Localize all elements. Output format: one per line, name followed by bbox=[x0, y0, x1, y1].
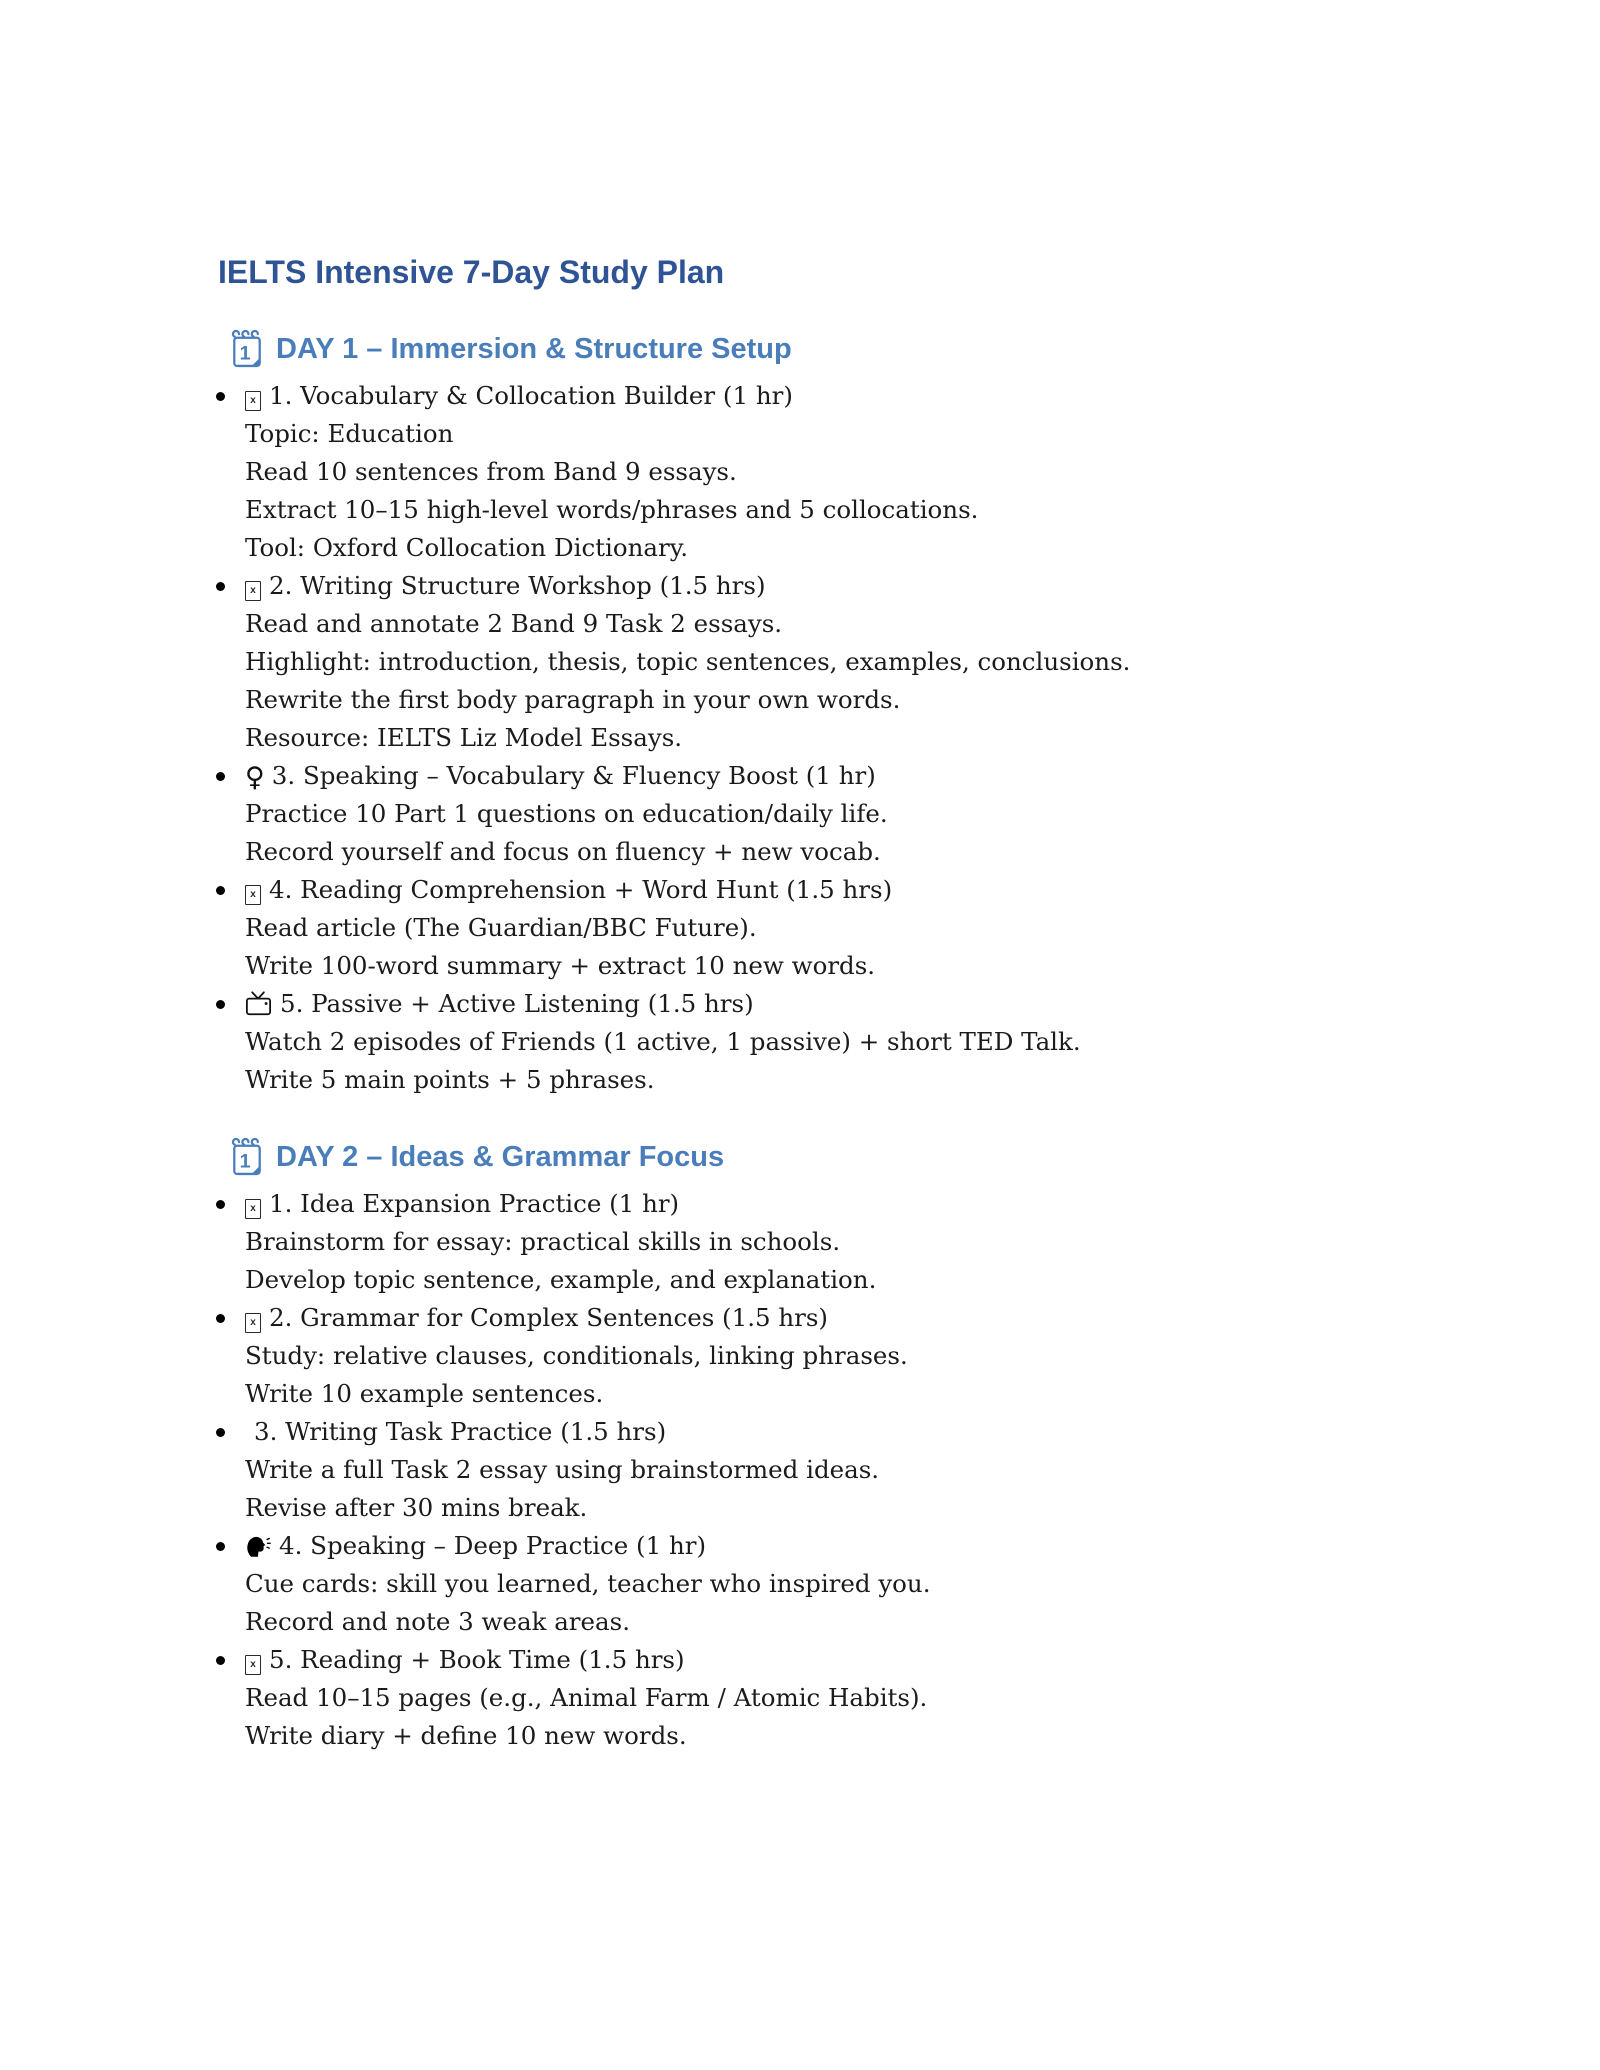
task-item bbox=[218, 1299, 1540, 1413]
day-heading-text: DAY 1 – Immersion & Structure Setup bbox=[276, 332, 792, 365]
task-head-line bbox=[245, 871, 1540, 909]
task-item bbox=[218, 871, 1540, 985]
task-lines bbox=[245, 1413, 1540, 1527]
task-head-line bbox=[245, 1413, 1540, 1451]
task-head-text: 2. Grammar for Complex Sentences (1.5 hrs) bbox=[269, 1303, 828, 1333]
task-item bbox=[218, 1185, 1540, 1299]
task-lines bbox=[245, 1527, 1540, 1641]
missing-glyph-icon: x bbox=[245, 391, 261, 411]
bullet-dot-icon bbox=[216, 392, 225, 401]
missing-glyph-icon: x bbox=[245, 581, 261, 601]
task-item bbox=[218, 377, 1540, 567]
spiral-calendar-icon bbox=[231, 329, 263, 369]
task-detail-line: Brainstorm for essay: practical skills in schools. bbox=[245, 1227, 841, 1257]
missing-glyph-icon: x bbox=[245, 1655, 261, 1675]
task-lines bbox=[245, 1299, 1540, 1413]
task-head-line bbox=[245, 1527, 1540, 1565]
task-item bbox=[218, 757, 1540, 871]
task-head-text: 1. Idea Expansion Practice (1 hr) bbox=[269, 1189, 680, 1219]
spiral-calendar-icon bbox=[231, 1137, 263, 1177]
task-detail-line: Read 10–15 pages (e.g., Animal Farm / Atomic Habits). bbox=[245, 1683, 928, 1713]
bullet-dot-icon bbox=[216, 1542, 225, 1551]
task-lines bbox=[245, 1641, 1540, 1755]
task-head-line bbox=[245, 985, 1540, 1023]
task-detail-line: Write 100-word summary + extract 10 new words. bbox=[245, 951, 876, 981]
task-detail-line: Read 10 sentences from Band 9 essays. bbox=[245, 457, 737, 487]
task-detail-line: Tool: Oxford Collocation Dictionary. bbox=[245, 533, 689, 563]
task-detail-line: Revise after 30 mins break. bbox=[245, 1493, 588, 1523]
day-heading bbox=[231, 329, 1540, 369]
task-head-line bbox=[245, 1299, 1540, 1337]
task-detail-line: Practice 10 Part 1 questions on education/daily life. bbox=[245, 799, 888, 829]
bullet-dot-icon bbox=[216, 772, 225, 781]
task-detail-line: Topic: Education bbox=[245, 419, 454, 449]
task-head-text: 3. Writing Task Practice (1.5 hrs) bbox=[254, 1417, 667, 1447]
task-detail-line: Write diary + define 10 new words. bbox=[245, 1721, 687, 1751]
task-head-text: 4. Speaking – Deep Practice (1 hr) bbox=[279, 1531, 707, 1561]
day-section bbox=[218, 1137, 1540, 1755]
task-detail-line: Rewrite the first body paragraph in your own words. bbox=[245, 685, 901, 715]
task-head-line bbox=[245, 1185, 1540, 1223]
task-detail-line: Highlight: introduction, thesis, topic sentences, examples, conclusions. bbox=[245, 647, 1131, 677]
task-item bbox=[218, 985, 1540, 1099]
task-head-text: 1. Vocabulary & Collocation Builder (1 hr) bbox=[269, 381, 793, 411]
task-lines bbox=[245, 757, 1540, 871]
task-detail-line: Read and annotate 2 Band 9 Task 2 essays. bbox=[245, 609, 783, 639]
task-head-text: 3. Speaking – Vocabulary & Fluency Boost (1 hr) bbox=[271, 761, 876, 791]
task-detail-line: Write a full Task 2 essay using brainstormed ideas. bbox=[245, 1455, 880, 1485]
missing-glyph-icon: x bbox=[245, 1199, 261, 1219]
task-head-text: 4. Reading Comprehension + Word Hunt (1.5 hrs) bbox=[269, 875, 893, 905]
bullet-dot-icon bbox=[216, 582, 225, 591]
task-detail-line: Develop topic sentence, example, and explanation. bbox=[245, 1265, 877, 1295]
svg-text:1: 1 bbox=[239, 1150, 251, 1173]
sections-container bbox=[218, 329, 1540, 1755]
task-detail-line: Write 5 main points + 5 phrases. bbox=[245, 1065, 655, 1095]
bullet-dot-icon bbox=[216, 1428, 225, 1437]
missing-glyph-icon: x bbox=[245, 885, 261, 905]
bullet-dot-icon bbox=[216, 1200, 225, 1209]
task-head-text: 2. Writing Structure Workshop (1.5 hrs) bbox=[269, 571, 766, 601]
female-sign-icon: ♀ bbox=[245, 762, 265, 794]
task-detail-line: Record and note 3 weak areas. bbox=[245, 1607, 630, 1637]
task-head-line bbox=[245, 1641, 1540, 1679]
task-item bbox=[218, 1527, 1540, 1641]
bullet-dot-icon bbox=[216, 886, 225, 895]
bullet-dot-icon bbox=[216, 1656, 225, 1665]
task-head-line bbox=[245, 567, 1540, 605]
page-title: IELTS Intensive 7-Day Study Plan bbox=[218, 254, 725, 290]
day-heading-text: DAY 2 – Ideas & Grammar Focus bbox=[276, 1140, 725, 1173]
task-head-text: 5. Passive + Active Listening (1.5 hrs) bbox=[280, 989, 754, 1019]
task-detail-line: Study: relative clauses, conditionals, linking phrases. bbox=[245, 1341, 908, 1371]
task-head-text: 5. Reading + Book Time (1.5 hrs) bbox=[269, 1645, 685, 1675]
task-lines bbox=[245, 1185, 1540, 1299]
day-heading bbox=[231, 1137, 1540, 1177]
task-detail-line: Watch 2 episodes of Friends (1 active, 1 passive) + short TED Talk. bbox=[245, 1027, 1081, 1057]
task-detail-line: Record yourself and focus on fluency + new vocab. bbox=[245, 837, 881, 867]
task-list bbox=[218, 1185, 1540, 1755]
svg-text:1: 1 bbox=[239, 342, 251, 365]
task-lines bbox=[245, 871, 1540, 985]
task-head-line bbox=[245, 377, 1540, 415]
bullet-dot-icon bbox=[216, 1314, 225, 1323]
task-lines bbox=[245, 377, 1540, 567]
day-section bbox=[218, 329, 1540, 1099]
task-detail-line: Write 10 example sentences. bbox=[245, 1379, 604, 1409]
task-item bbox=[218, 1641, 1540, 1755]
task-head-line bbox=[245, 757, 1540, 795]
task-lines bbox=[245, 567, 1540, 757]
bullet-dot-icon bbox=[216, 1000, 225, 1009]
speaking-head-icon bbox=[245, 1527, 279, 1565]
task-lines bbox=[245, 985, 1540, 1099]
task-detail-line: Read article (The Guardian/BBC Future). bbox=[245, 913, 757, 943]
missing-glyph-icon: x bbox=[245, 1313, 261, 1333]
task-item bbox=[218, 567, 1540, 757]
task-list bbox=[218, 377, 1540, 1099]
task-item bbox=[218, 1413, 1540, 1527]
task-detail-line: Extract 10–15 high-level words/phrases and 5 collocations. bbox=[245, 495, 979, 525]
tv-icon bbox=[245, 985, 280, 1023]
task-detail-line: Resource: IELTS Liz Model Essays. bbox=[245, 723, 683, 753]
task-detail-line: Cue cards: skill you learned, teacher who inspired you. bbox=[245, 1569, 931, 1599]
